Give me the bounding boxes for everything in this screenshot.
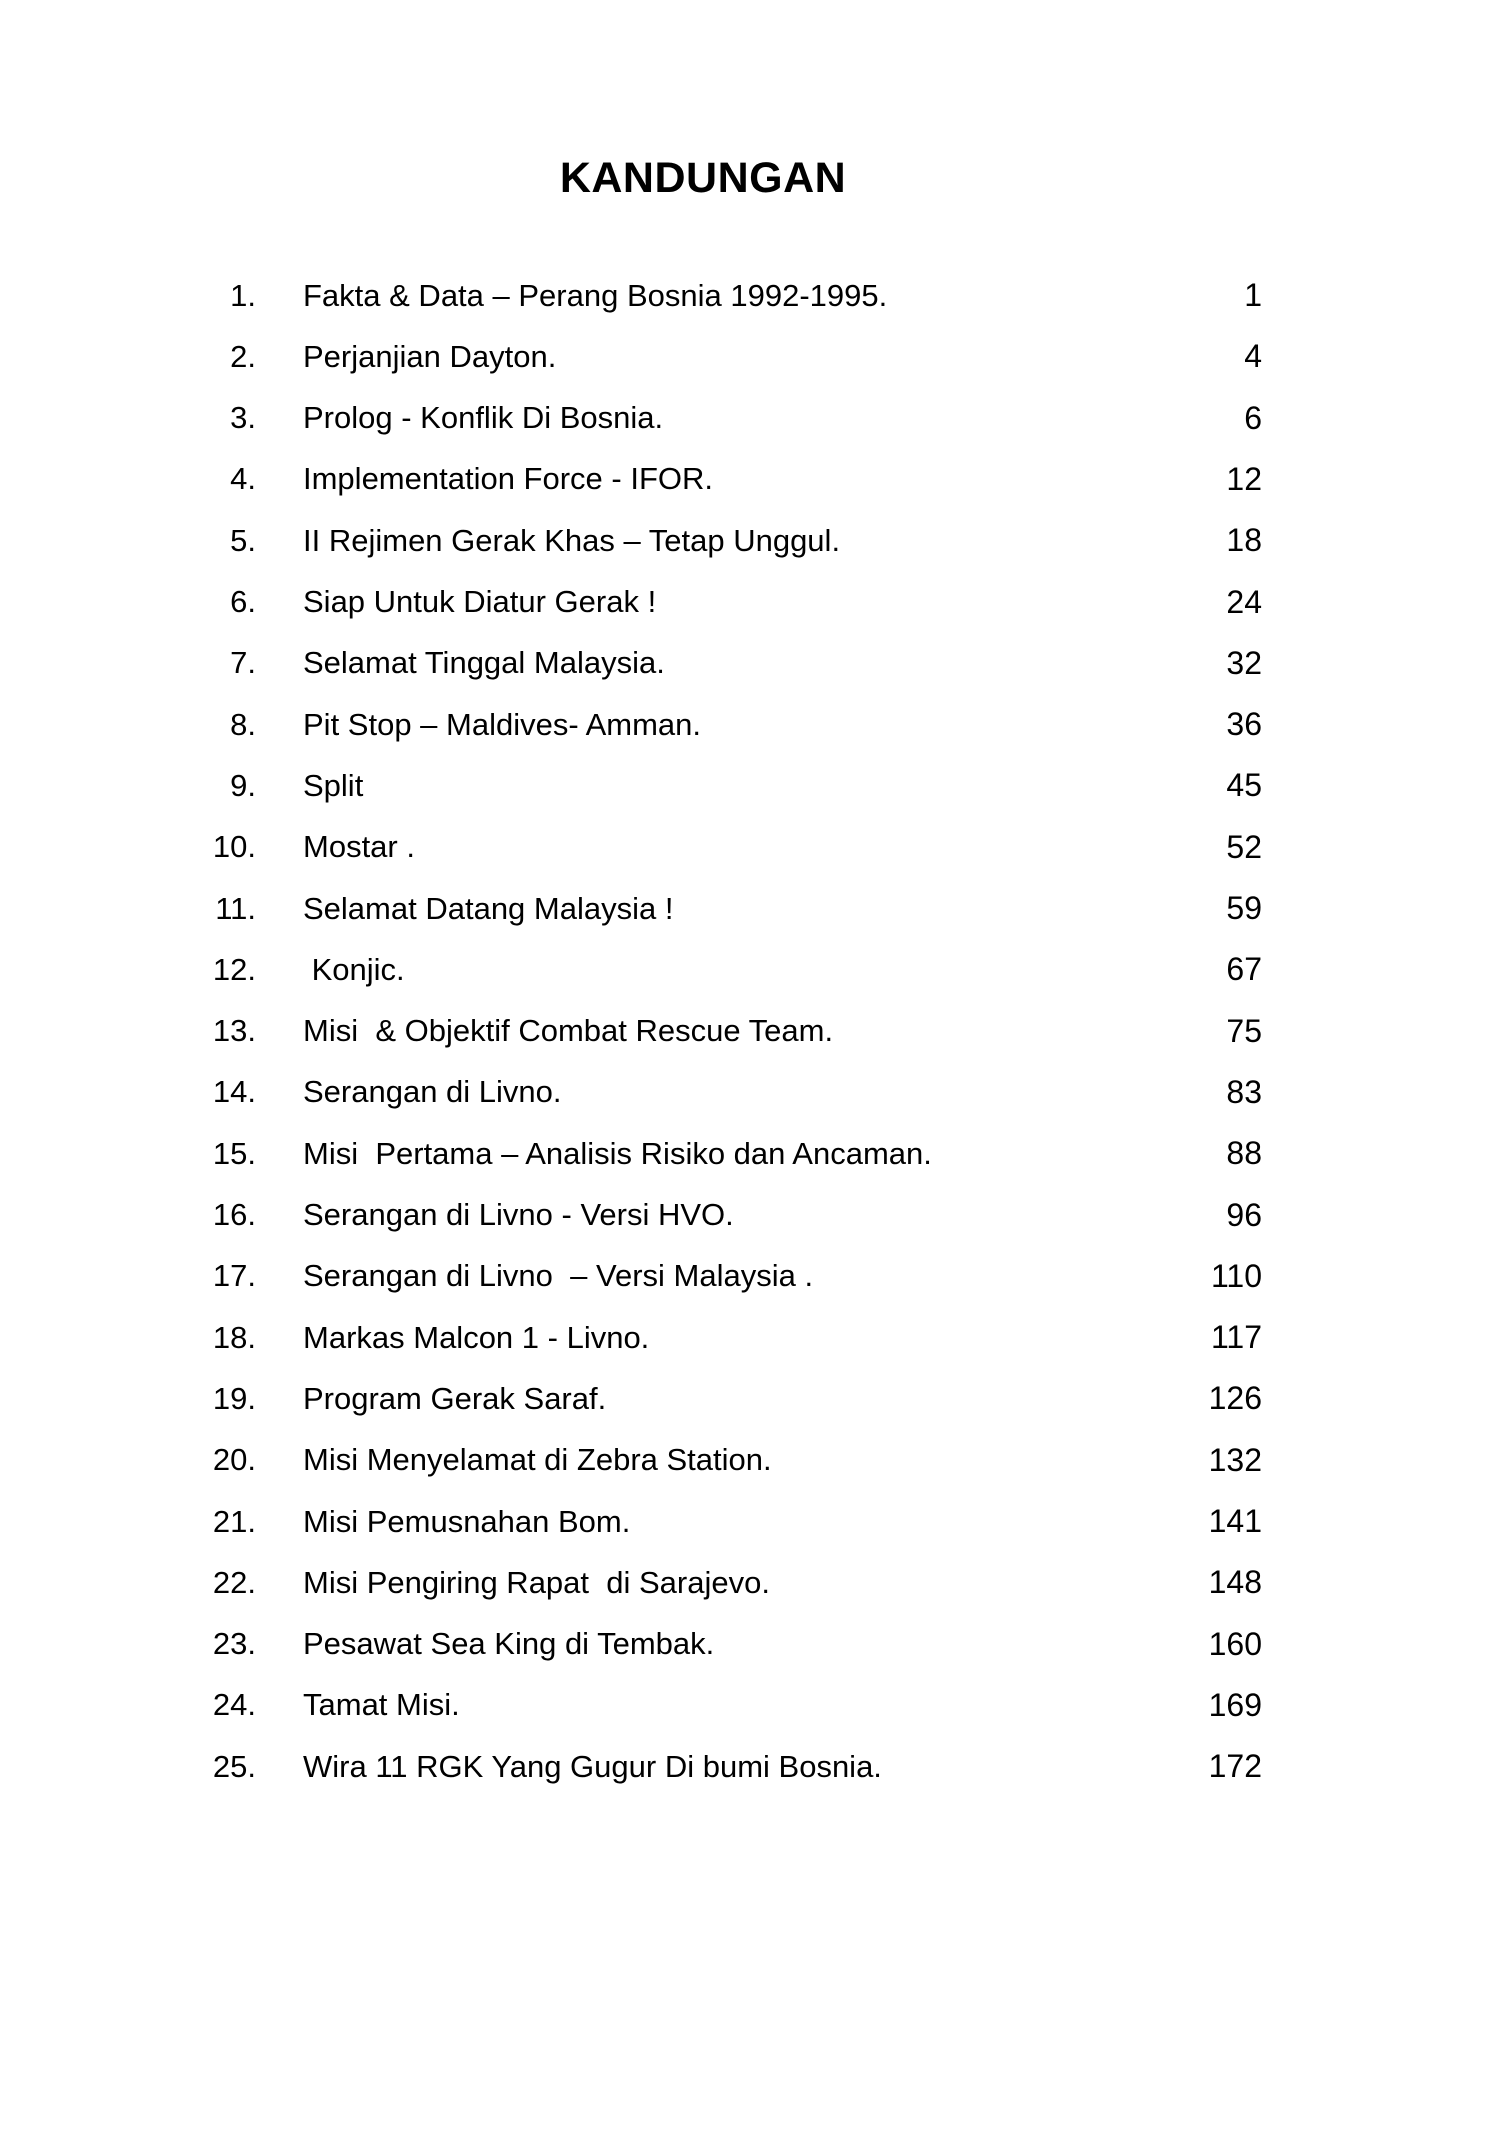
toc-row xyxy=(0,1614,1262,1675)
toc-item-title: Mostar . xyxy=(303,830,415,865)
toc-item-number: 20. xyxy=(212,1442,256,1478)
toc-item-title: II Rejimen Gerak Khas – Tetap Unggul. xyxy=(303,523,841,558)
toc-item-title: Perjanjian Dayton. xyxy=(303,339,557,374)
toc-item-title: Implementation Force - IFOR. xyxy=(303,462,714,497)
toc-row xyxy=(0,1307,1262,1368)
toc-item-title: Pit Stop – Maldives- Amman. xyxy=(303,707,701,742)
toc-item-page: 32 xyxy=(1226,644,1262,681)
toc-item-page: 141 xyxy=(1208,1502,1262,1539)
toc-item-page: 59 xyxy=(1226,890,1262,927)
page-title: KANDUNGAN xyxy=(559,154,847,202)
toc-item-title: Prolog - Konflik Di Bosnia. xyxy=(303,401,664,436)
toc-item-page: 132 xyxy=(1208,1441,1262,1478)
toc-row xyxy=(0,939,1262,1000)
toc-item-number: 8. xyxy=(230,706,256,742)
toc-row xyxy=(0,633,1262,694)
toc-item-page: 36 xyxy=(1226,706,1262,743)
toc-item-number: 2. xyxy=(230,338,256,374)
toc-item-title: Serangan di Livno - Versi HVO. xyxy=(303,1198,734,1233)
toc-item-number: 23. xyxy=(212,1626,256,1662)
toc-item-page: 126 xyxy=(1208,1380,1262,1417)
toc-item-title: Tamat Misi. xyxy=(303,1688,460,1723)
toc-item-page: 169 xyxy=(1208,1686,1262,1723)
toc-row xyxy=(0,1368,1262,1429)
toc-item-number: 9. xyxy=(230,767,256,803)
toc-item-number: 14. xyxy=(212,1074,256,1110)
toc-item-number: 6. xyxy=(230,584,256,620)
toc-item-page: 45 xyxy=(1226,767,1262,804)
toc-item-title: Serangan di Livno. xyxy=(303,1075,562,1110)
toc-item-title: Fakta & Data – Perang Bosnia 1992-1995. xyxy=(303,278,888,313)
toc-item-title: Markas Malcon 1 - Livno. xyxy=(303,1320,650,1355)
toc-item-number: 4. xyxy=(230,461,256,497)
toc-row xyxy=(0,817,1262,878)
toc-item-page: 52 xyxy=(1226,828,1262,865)
toc-item-page: 1 xyxy=(1244,277,1262,314)
toc-item-page: 117 xyxy=(1210,1319,1262,1356)
toc-row xyxy=(0,694,1262,755)
toc-item-title: Misi Pengiring Rapat di Sarajevo. xyxy=(303,1565,770,1600)
toc-item-number: 7. xyxy=(230,645,256,681)
toc-item-number: 22. xyxy=(212,1564,256,1600)
toc-item-number: 5. xyxy=(230,522,256,558)
toc-item-page: 6 xyxy=(1244,399,1262,436)
toc-item-page: 18 xyxy=(1226,522,1262,559)
toc-item-title: Serangan di Livno – Versi Malaysia . xyxy=(303,1259,814,1294)
toc-item-number: 18. xyxy=(212,1319,256,1355)
toc-row xyxy=(0,449,1262,510)
toc-item-number: 1. xyxy=(230,277,256,313)
toc-item-number: 13. xyxy=(212,1013,256,1049)
toc-row xyxy=(0,755,1262,816)
toc-row xyxy=(0,326,1262,387)
toc-item-number: 3. xyxy=(230,400,256,436)
toc-row xyxy=(0,1001,1262,1062)
toc-row xyxy=(0,510,1262,571)
toc-item-title: Program Gerak Saraf. xyxy=(303,1381,607,1416)
toc-item-page: 110 xyxy=(1210,1257,1262,1294)
toc-item-page: 160 xyxy=(1208,1625,1262,1662)
toc-item-page: 83 xyxy=(1226,1073,1262,1110)
toc-row xyxy=(0,878,1262,939)
toc-row xyxy=(0,1246,1262,1307)
toc-item-title: Siap Untuk Diatur Gerak ! xyxy=(303,585,657,620)
toc-item-number: 12. xyxy=(212,951,256,987)
toc-row xyxy=(0,265,1262,326)
toc-item-number: 25. xyxy=(212,1748,256,1784)
toc-item-title: Pesawat Sea King di Tembak. xyxy=(303,1627,715,1662)
toc-item-title: Misi Menyelamat di Zebra Station. xyxy=(303,1443,772,1478)
toc-item-title: Misi Pertama – Analisis Risiko dan Ancaman. xyxy=(303,1136,932,1171)
toc-item-number: 21. xyxy=(212,1503,256,1539)
toc-list xyxy=(0,265,1262,1797)
toc-item-title: Selamat Datang Malaysia ! xyxy=(303,891,674,926)
toc-item-number: 10. xyxy=(212,829,256,865)
toc-row xyxy=(0,1491,1262,1552)
toc-item-title: Selamat Tinggal Malaysia. xyxy=(303,646,665,681)
toc-item-page: 148 xyxy=(1208,1564,1262,1601)
toc-item-page: 96 xyxy=(1226,1196,1262,1233)
toc-item-title: Misi Pemusnahan Bom. xyxy=(303,1504,631,1539)
toc-item-number: 15. xyxy=(212,1135,256,1171)
toc-item-number: 24. xyxy=(212,1687,256,1723)
toc-item-page: 172 xyxy=(1208,1748,1262,1785)
toc-item-title: Konjic. xyxy=(303,952,405,987)
toc-item-number: 16. xyxy=(212,1197,256,1233)
toc-row xyxy=(0,1062,1262,1123)
toc-item-number: 19. xyxy=(212,1380,256,1416)
toc-row xyxy=(0,1184,1262,1245)
toc-item-title: Misi & Objektif Combat Rescue Team. xyxy=(303,1014,834,1049)
toc-item-title: Wira 11 RGK Yang Gugur Di bumi Bosnia. xyxy=(303,1749,882,1784)
toc-item-title: Split xyxy=(303,768,364,803)
toc-item-number: 11. xyxy=(215,890,256,926)
toc-item-page: 88 xyxy=(1226,1135,1262,1172)
toc-item-number: 17. xyxy=(212,1258,256,1294)
toc-row xyxy=(0,1123,1262,1184)
toc-row xyxy=(0,571,1262,632)
toc-row xyxy=(0,1736,1262,1797)
toc-row xyxy=(0,1430,1262,1491)
toc-item-page: 75 xyxy=(1226,1012,1262,1049)
toc-row xyxy=(0,1675,1262,1736)
toc-item-page: 12 xyxy=(1226,460,1262,497)
toc-item-page: 4 xyxy=(1244,338,1262,375)
toc-row xyxy=(0,388,1262,449)
toc-item-page: 67 xyxy=(1226,951,1262,988)
toc-row xyxy=(0,1552,1262,1613)
toc-item-page: 24 xyxy=(1226,583,1262,620)
